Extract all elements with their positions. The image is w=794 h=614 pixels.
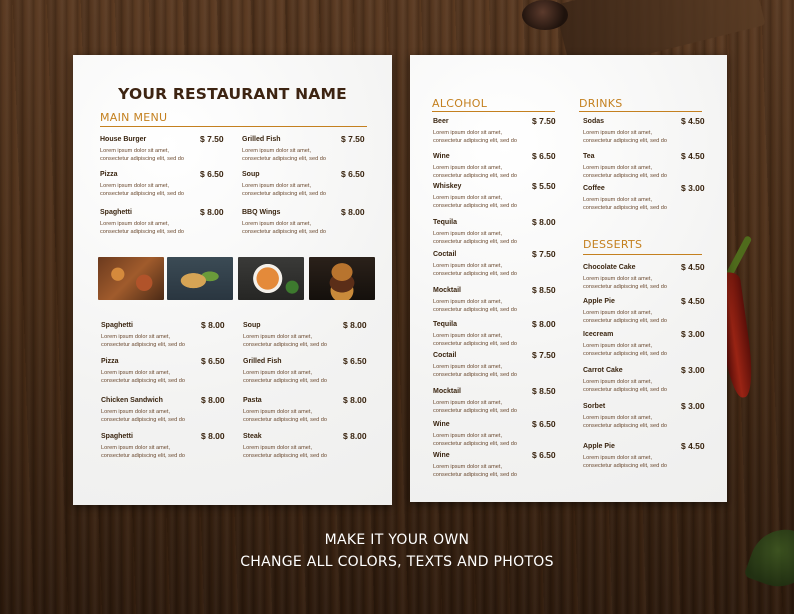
menu-item-price: $ 8.00 <box>341 207 365 217</box>
menu-item-description: Lorem ipsum dolor sit amet, consectetur adipiscing elit, sed do <box>243 445 327 459</box>
menu-item-name: Spaghetti <box>101 433 133 440</box>
drinks-heading: DRINKS <box>579 97 623 110</box>
footer-tagline: MAKE IT YOUR OWN <box>324 532 470 548</box>
menu-item-price: $ 8.00 <box>343 320 367 330</box>
menu-item-description: Lorem ipsum dolor sit amet, consectetur adipiscing elit, sed do <box>433 231 517 245</box>
menu-item-description: Lorem ipsum dolor sit amet, consectetur adipiscing elit, sed do <box>433 299 517 313</box>
menu-item-name: Steak <box>243 433 262 440</box>
alcohol-divider <box>432 111 555 112</box>
menu-item-name: Apple Pie <box>583 298 615 305</box>
menu-item-name: Sorbet <box>583 403 606 410</box>
menu-item-description: Lorem ipsum dolor sit amet, consectetur adipiscing elit, sed do <box>101 445 185 459</box>
food-photo-ribs <box>98 257 164 300</box>
drinks-divider <box>579 111 702 112</box>
menu-item-name: Sodas <box>583 118 605 125</box>
main-menu-page <box>73 55 392 505</box>
menu-item-price: $ 4.50 <box>681 441 705 451</box>
menu-item-description: Lorem ipsum dolor sit amet, consectetur adipiscing elit, sed do <box>433 400 517 414</box>
menu-item-name: Coffee <box>583 185 605 192</box>
menu-item-description: Lorem ipsum dolor sit amet, consectetur adipiscing elit, sed do <box>101 370 185 384</box>
menu-item-name: Icecream <box>583 331 614 338</box>
restaurant-name: YOUR RESTAURANT NAME <box>118 85 347 103</box>
menu-item-price: $ 4.50 <box>681 116 705 126</box>
menu-item-name: Wine <box>433 153 450 160</box>
main-menu-heading: MAIN MENU <box>100 111 168 124</box>
menu-item-price: $ 6.50 <box>532 419 556 429</box>
menu-item-description: Lorem ipsum dolor sit amet, consectetur adipiscing elit, sed do <box>243 370 327 384</box>
menu-item-price: $ 4.50 <box>681 262 705 272</box>
menu-item-description: Lorem ipsum dolor sit amet, consectetur adipiscing elit, sed do <box>101 409 185 423</box>
food-photo-soup <box>238 257 304 300</box>
menu-item-price: $ 3.00 <box>681 329 705 339</box>
menu-item-name: Whiskey <box>433 183 462 190</box>
menu-item-name: Chicken Sandwich <box>101 397 163 404</box>
menu-item-name: Pasta <box>243 397 262 404</box>
menu-item-name: Pizza <box>101 358 119 365</box>
footer-subtagline: CHANGE ALL COLORS, TEXTS AND PHOTOS <box>240 554 554 570</box>
menu-item-name: Tequila <box>433 321 457 328</box>
menu-item-name: Chocolate Cake <box>583 264 636 271</box>
menu-item-description: Lorem ipsum dolor sit amet, consectetur adipiscing elit, sed do <box>583 415 667 429</box>
menu-item-name: Pizza <box>100 171 118 178</box>
menu-item-price: $ 8.00 <box>201 320 225 330</box>
menu-item-description: Lorem ipsum dolor sit amet, consectetur adipiscing elit, sed do <box>243 334 327 348</box>
menu-item-price: $ 8.00 <box>532 217 556 227</box>
menu-item-description: Lorem ipsum dolor sit amet, consectetur adipiscing elit, sed do <box>100 183 184 197</box>
menu-item-name: House Burger <box>100 136 147 143</box>
menu-item-name: Beer <box>433 118 449 125</box>
menu-item-name: Coctail <box>433 352 457 359</box>
menu-item-price: $ 7.50 <box>200 134 224 144</box>
menu-item-name: Soup <box>243 322 261 329</box>
menu-item-name: BBQ Wings <box>242 209 281 216</box>
menu-item-price: $ 6.50 <box>200 169 224 179</box>
main-menu-divider <box>100 126 367 127</box>
menu-item-price: $ 6.50 <box>532 450 556 460</box>
menu-item-name: Mocktail <box>433 388 462 395</box>
menu-item-description: Lorem ipsum dolor sit amet, consectetur adipiscing elit, sed do <box>100 148 184 162</box>
menu-item-price: $ 8.00 <box>201 431 225 441</box>
menu-item-price: $ 3.00 <box>681 183 705 193</box>
menu-item-price: $ 7.50 <box>341 134 365 144</box>
menu-item-price: $ 8.00 <box>343 431 367 441</box>
menu-item-price: $ 7.50 <box>532 350 556 360</box>
food-photo-tacos <box>167 257 233 300</box>
menu-item-price: $ 3.00 <box>681 365 705 375</box>
menu-item-description: Lorem ipsum dolor sit amet, consectetur adipiscing elit, sed do <box>583 455 667 469</box>
menu-item-price: $ 8.50 <box>532 386 556 396</box>
menu-item-name: Soup <box>242 171 260 178</box>
menu-item-name: Apple Pie <box>583 443 615 450</box>
menu-item-name: Wine <box>433 452 450 459</box>
menu-item-price: $ 8.00 <box>343 395 367 405</box>
alcohol-heading: ALCOHOL <box>432 97 488 110</box>
menu-item-price: $ 7.50 <box>532 116 556 126</box>
menu-item-description: Lorem ipsum dolor sit amet, consectetur adipiscing elit, sed do <box>583 197 667 211</box>
menu-item-name: Grilled Fish <box>243 358 282 365</box>
food-photo-burger <box>309 257 375 300</box>
menu-item-description: Lorem ipsum dolor sit amet, consectetur adipiscing elit, sed do <box>583 343 667 357</box>
menu-item-description: Lorem ipsum dolor sit amet, consectetur adipiscing elit, sed do <box>433 130 517 144</box>
menu-item-description: Lorem ipsum dolor sit amet, consectetur adipiscing elit, sed do <box>583 165 667 179</box>
menu-item-description: Lorem ipsum dolor sit amet, consectetur adipiscing elit, sed do <box>433 364 517 378</box>
menu-item-price: $ 7.50 <box>532 249 556 259</box>
menu-item-price: $ 3.00 <box>681 401 705 411</box>
desserts-heading: DESSERTS <box>583 238 643 251</box>
menu-item-description: Lorem ipsum dolor sit amet, consectetur adipiscing elit, sed do <box>433 165 517 179</box>
menu-item-name: Tequila <box>433 219 457 226</box>
menu-item-price: $ 6.50 <box>201 356 225 366</box>
menu-item-price: $ 6.50 <box>341 169 365 179</box>
menu-item-description: Lorem ipsum dolor sit amet, consectetur adipiscing elit, sed do <box>433 333 517 347</box>
menu-item-description: Lorem ipsum dolor sit amet, consectetur adipiscing elit, sed do <box>583 379 667 393</box>
menu-item-name: Mocktail <box>433 287 462 294</box>
menu-item-price: $ 4.50 <box>681 296 705 306</box>
menu-item-description: Lorem ipsum dolor sit amet, consectetur adipiscing elit, sed do <box>433 263 517 277</box>
menu-item-description: Lorem ipsum dolor sit amet, consectetur adipiscing elit, sed do <box>243 409 327 423</box>
menu-item-description: Lorem ipsum dolor sit amet, consectetur adipiscing elit, sed do <box>242 221 326 235</box>
menu-item-name: Spaghetti <box>101 322 133 329</box>
menu-item-name: Grilled Fish <box>242 136 281 143</box>
menu-item-price: $ 6.50 <box>343 356 367 366</box>
menu-item-name: Spaghetti <box>100 209 132 216</box>
menu-item-description: Lorem ipsum dolor sit amet, consectetur adipiscing elit, sed do <box>583 130 667 144</box>
menu-item-price: $ 8.00 <box>201 395 225 405</box>
menu-item-name: Coctail <box>433 251 457 258</box>
desserts-divider <box>583 254 702 255</box>
menu-item-description: Lorem ipsum dolor sit amet, consectetur adipiscing elit, sed do <box>433 195 517 209</box>
menu-item-price: $ 8.50 <box>532 285 556 295</box>
menu-item-description: Lorem ipsum dolor sit amet, consectetur adipiscing elit, sed do <box>583 276 667 290</box>
menu-item-price: $ 8.00 <box>532 319 556 329</box>
menu-item-description: Lorem ipsum dolor sit amet, consectetur adipiscing elit, sed do <box>242 148 326 162</box>
menu-item-description: Lorem ipsum dolor sit amet, consectetur adipiscing elit, sed do <box>100 221 184 235</box>
menu-item-description: Lorem ipsum dolor sit amet, consectetur adipiscing elit, sed do <box>101 334 185 348</box>
menu-item-name: Tea <box>583 153 595 160</box>
menu-item-price: $ 6.50 <box>532 151 556 161</box>
menu-item-description: Lorem ipsum dolor sit amet, consectetur adipiscing elit, sed do <box>433 433 517 447</box>
menu-item-name: Wine <box>433 421 450 428</box>
menu-item-description: Lorem ipsum dolor sit amet, consectetur adipiscing elit, sed do <box>433 464 517 478</box>
menu-item-name: Carrot Cake <box>583 367 623 374</box>
menu-item-price: $ 5.50 <box>532 181 556 191</box>
menu-item-price: $ 8.00 <box>200 207 224 217</box>
menu-item-description: Lorem ipsum dolor sit amet, consectetur adipiscing elit, sed do <box>242 183 326 197</box>
drinks-desserts-page <box>410 55 727 502</box>
spice-bowl <box>522 0 568 30</box>
menu-item-description: Lorem ipsum dolor sit amet, consectetur adipiscing elit, sed do <box>583 310 667 324</box>
menu-item-price: $ 4.50 <box>681 151 705 161</box>
